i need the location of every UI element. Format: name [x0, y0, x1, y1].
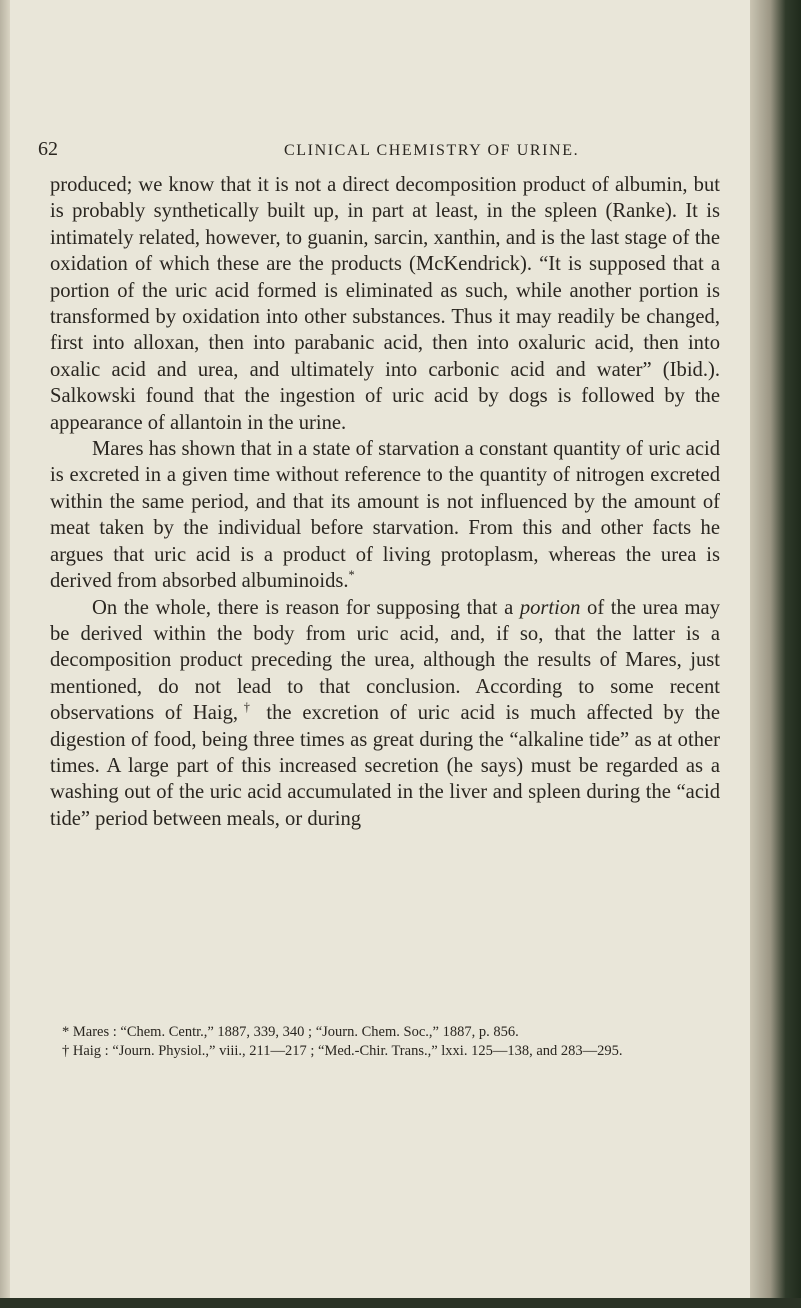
- bottom-strip: [0, 1298, 801, 1308]
- paragraph-2-text: Mares has shown that in a state of starvation a constant quantity of uric acid is excreted in a given time without reference to the quantity of nitrogen excreted within the same period, and that its amount is not influenced by the amount of meat taken by the individual before starvation. From this and other facts he argues that uric acid is a product of living protoplasm, whereas the urea is derived from absorbed albuminoids.: [50, 438, 720, 593]
- footnote-1-mark: *: [62, 1024, 70, 1040]
- body-text: [50, 172, 720, 832]
- page-edge-right: [750, 0, 801, 1308]
- footnote-mark-2: †: [238, 700, 256, 715]
- footnotes: [50, 1023, 720, 1061]
- paragraph-3-part-3: the excretion of uric acid is much affected by the digestion of food, being three times as great during the “alkaline tide” as at other times. A large part of this increased secretion (he says) must be regarded as a washing out of the uric acid accumulated in the liver and spleen during the “acid tide” period between meals, or during: [50, 702, 720, 830]
- paragraph-3: [50, 595, 720, 833]
- paragraph-1: produced; we know that it is not a direct decomposition product of albumin, but is probably synthetically built up, in part at least, in the spleen (Ranke). It is intimately related, however, to guanin, sarcin, xanthin, and is the last stage of the oxidation of which these are the products (McKendrick). “It is supposed that a portion of the uric acid formed is eliminated as such, while another portion is transformed by oxidation into other substances. Thus it may readily be changed, first into alloxan, then into parabanic acid, then into oxaluric acid, then into oxalic acid and urea, and ultimately into carbonic acid and water” (Ibid.). Salkowski found that the ingestion of uric acid by dogs is followed by the appearance of allantoin in the urine.: [50, 174, 720, 434]
- footnote-1-text: Mares : “Chem. Centr.,” 1887, 339, 340 ; “Journ. Chem. Soc.,” 1887, p. 856.: [72, 1024, 519, 1040]
- paragraph-3-part-1: On the whole, there is reason for supposing that a: [92, 596, 520, 619]
- footnote-mark-1: *: [348, 568, 355, 583]
- page-edge-left: [0, 0, 10, 1308]
- page-header: [0, 138, 801, 166]
- footnote-2: [50, 1042, 720, 1061]
- page-number: 62: [38, 138, 58, 160]
- paragraph-3-emphasis: portion: [519, 596, 581, 619]
- paragraph-3-part-2: of the urea may be derived within the body from uric acid, and, if so, that the latter is a decomposition product preceding the urea, although the results of Mares, just mentioned, do not lead to that conclusion. According to some recent observations of Haig,: [50, 596, 720, 725]
- footnote-1: [50, 1023, 720, 1042]
- paragraph-2: [50, 436, 720, 594]
- running-head: CLINICAL CHEMISTRY OF URINE.: [284, 142, 580, 159]
- footnote-2-mark: †: [62, 1043, 70, 1059]
- footnote-2-text: Haig : “Journ. Physiol.,” viii., 211—217 ; “Med.-Chir. Trans.,” lxxi. 125—138, and 283—295.: [72, 1043, 623, 1059]
